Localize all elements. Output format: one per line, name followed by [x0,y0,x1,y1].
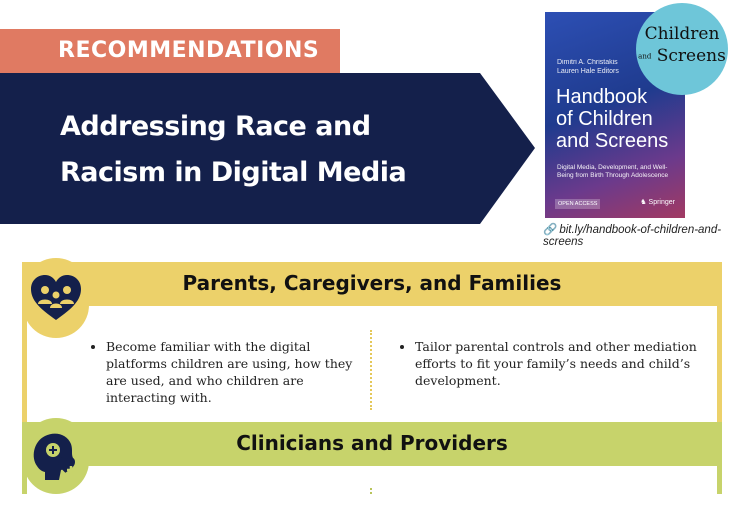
link-icon: 🔗 [543,224,558,236]
book-editor-2: Lauren Hale [557,68,596,75]
section-clinicians-body [27,466,717,506]
book-title-line3: and Screens [556,130,669,152]
list-item: • Become familiar with the digital platforms children are using, how they are used, and who children are interacting with. [106,338,374,406]
column-divider-2 [370,488,372,494]
book-editors-label: Editors [597,68,619,75]
logo-line1: Children [644,24,720,44]
family-heart-icon [23,258,89,338]
publisher-logo [640,198,675,206]
book-title [556,86,668,152]
brain-health-icon [23,418,89,494]
children-and-screens-logo [636,3,728,95]
recommendations-tag: RECOMMENDATIONS [0,29,340,73]
logo-and: and [638,52,652,61]
publisher-name: Springer [648,199,675,206]
list-item: • Tailor parental controls and other mediation efforts to fit your family’s needs and child’s development. [415,338,703,389]
section-parents-title: Parents, Caregivers, and Families [182,271,562,295]
handbook-link-text: bit.ly/handbook-of-children-and-screens [543,224,722,248]
book-editor-1: Dimitri A. Christakis [557,59,618,66]
book-editor-2-line [557,67,619,76]
book-editors [557,58,619,76]
parents-right-list [397,338,703,389]
page-title [60,104,480,196]
parents-left-list [88,338,374,406]
section-clinicians [22,422,722,494]
logo-line2: Screens [656,46,726,66]
book-title-line2: of Children [556,108,653,130]
page-title-line2: Racism in Digital Media [60,157,407,188]
page-title-line1: Addressing Race and [60,111,371,142]
book-subtitle: Digital Media, Development, and Well-Being from Birth Through Adolescence [557,164,669,179]
handbook-link[interactable] [543,222,740,248]
open-access-label: OPEN ACCESS [555,199,600,209]
book-title-line1: Handbook [556,86,648,108]
springer-horse-icon: ♞ [640,199,647,206]
section-clinicians-title: Clinicians and Providers [236,431,508,455]
logo-line2-wrap [636,47,728,66]
